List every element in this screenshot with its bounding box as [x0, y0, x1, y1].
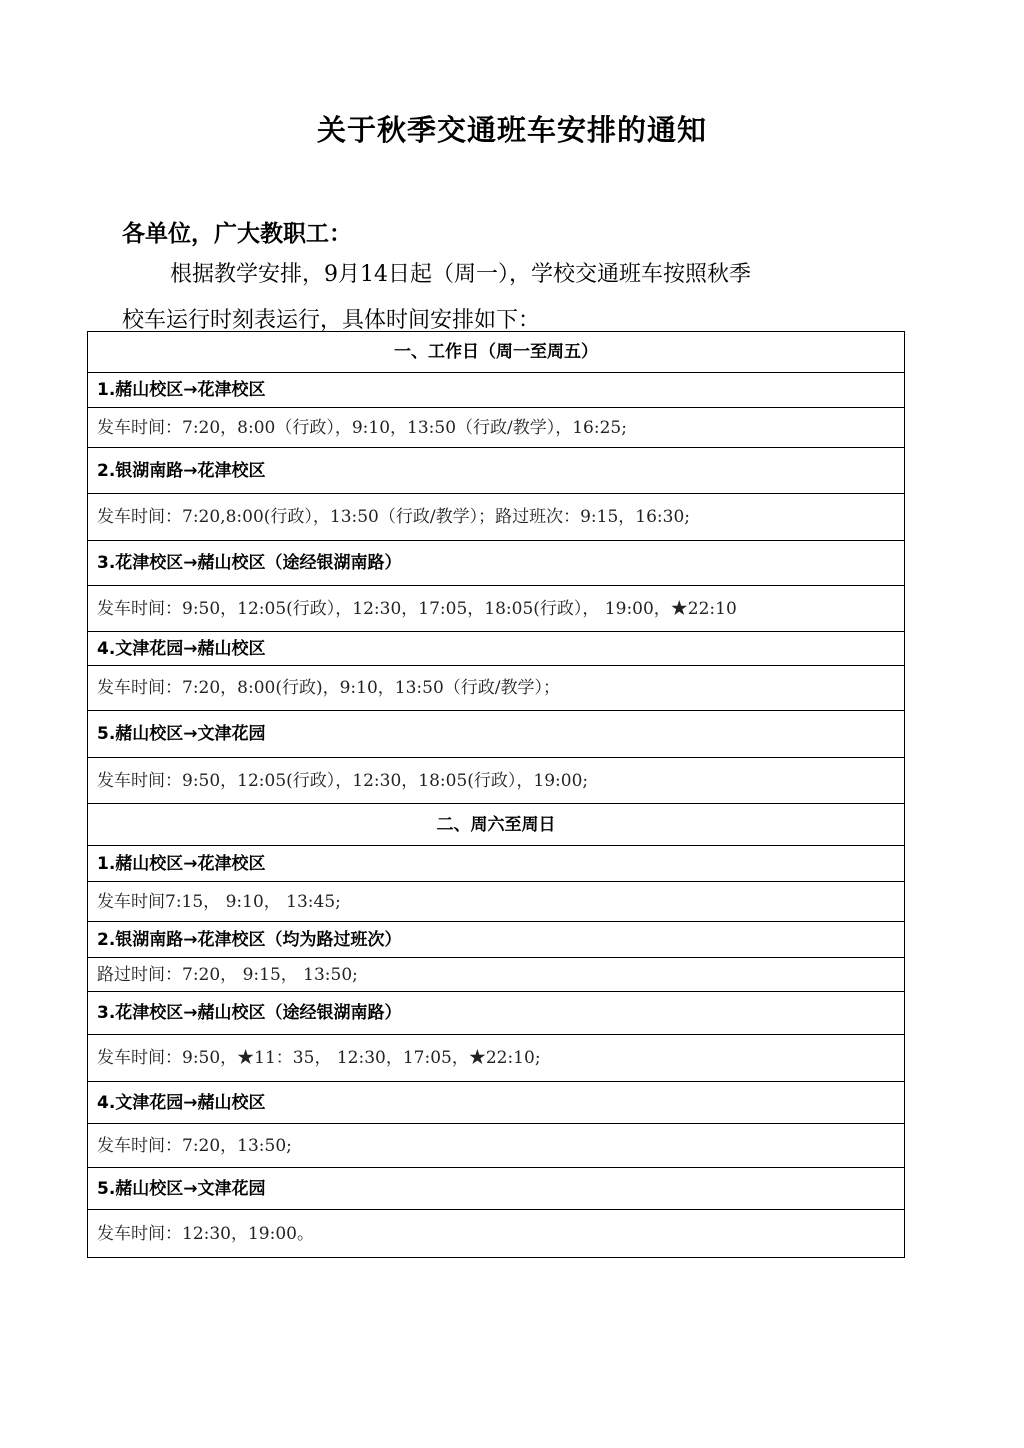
weekend-route-3-name: 3.花津校区→赭山校区（途经银湖南路） [88, 992, 905, 1035]
weekend-route-1-times: 发车时间7:15， 9:10， 13:45; [88, 882, 905, 922]
weekend-section-header: 二、周六至周日 [88, 804, 905, 846]
weekday-section-header: 一、工作日（周一至周五） [88, 332, 905, 373]
weekend-route-5-times: 发车时间：12:30，19:00。 [88, 1210, 905, 1258]
notice-title: 关于秋季交通班车安排的通知 [316, 113, 707, 147]
weekend-route-1-name: 1.赭山校区→花津校区 [88, 846, 905, 882]
salutation: 各单位，广大教职工： [122, 221, 352, 247]
weekday-route-2-name: 2.银湖南路→花津校区 [88, 448, 905, 494]
weekend-route-5-name: 5.赭山校区→文津花园 [88, 1168, 905, 1210]
weekday-route-3-name: 3.花津校区→赭山校区（途经银湖南路） [88, 541, 905, 586]
weekend-route-4-times: 发车时间：7:20，13:50; [88, 1124, 905, 1168]
intro-line-2: 校车运行时刻表运行，具体时间安排如下： [122, 308, 541, 333]
weekday-route-3-times: 发车时间：9:50，12:05(行政），12:30，17:05，18:05(行政）， 19:00，★22:10 [88, 586, 905, 632]
weekend-route-4-name: 4.文津花园→赭山校区 [88, 1082, 905, 1124]
schedule-table [87, 331, 905, 1258]
weekday-route-4-name: 4.文津花园→赭山校区 [88, 632, 905, 666]
weekday-route-2-times: 发车时间：7:20,8:00(行政），13:50（行政/教学）；路过班次：9:15，16:30; [88, 494, 905, 541]
weekday-route-1-times: 发车时间：7:20，8:00（行政），9:10，13:50（行政/教学），16:25; [88, 408, 905, 448]
weekday-route-4-times: 发车时间：7:20，8:00(行政)，9:10，13:50（行政/教学）； [88, 666, 905, 711]
weekday-route-5-times: 发车时间：9:50，12:05(行政），12:30，18:05(行政），19:00; [88, 758, 905, 804]
weekday-route-1-name: 1.赭山校区→花津校区 [88, 373, 905, 408]
weekend-route-3-times: 发车时间：9:50，★11：35， 12:30，17:05，★22:10; [88, 1035, 905, 1082]
weekday-route-5-name: 5.赭山校区→文津花园 [88, 711, 905, 758]
intro-line-1: 根据教学安排，9月14日起（周一），学校交通班车按照秋季 [170, 262, 751, 287]
weekend-route-2-name: 2.银湖南路→花津校区（均为路过班次） [88, 922, 905, 958]
weekend-route-2-times: 路过时间：7:20， 9:15， 13:50; [88, 958, 905, 992]
